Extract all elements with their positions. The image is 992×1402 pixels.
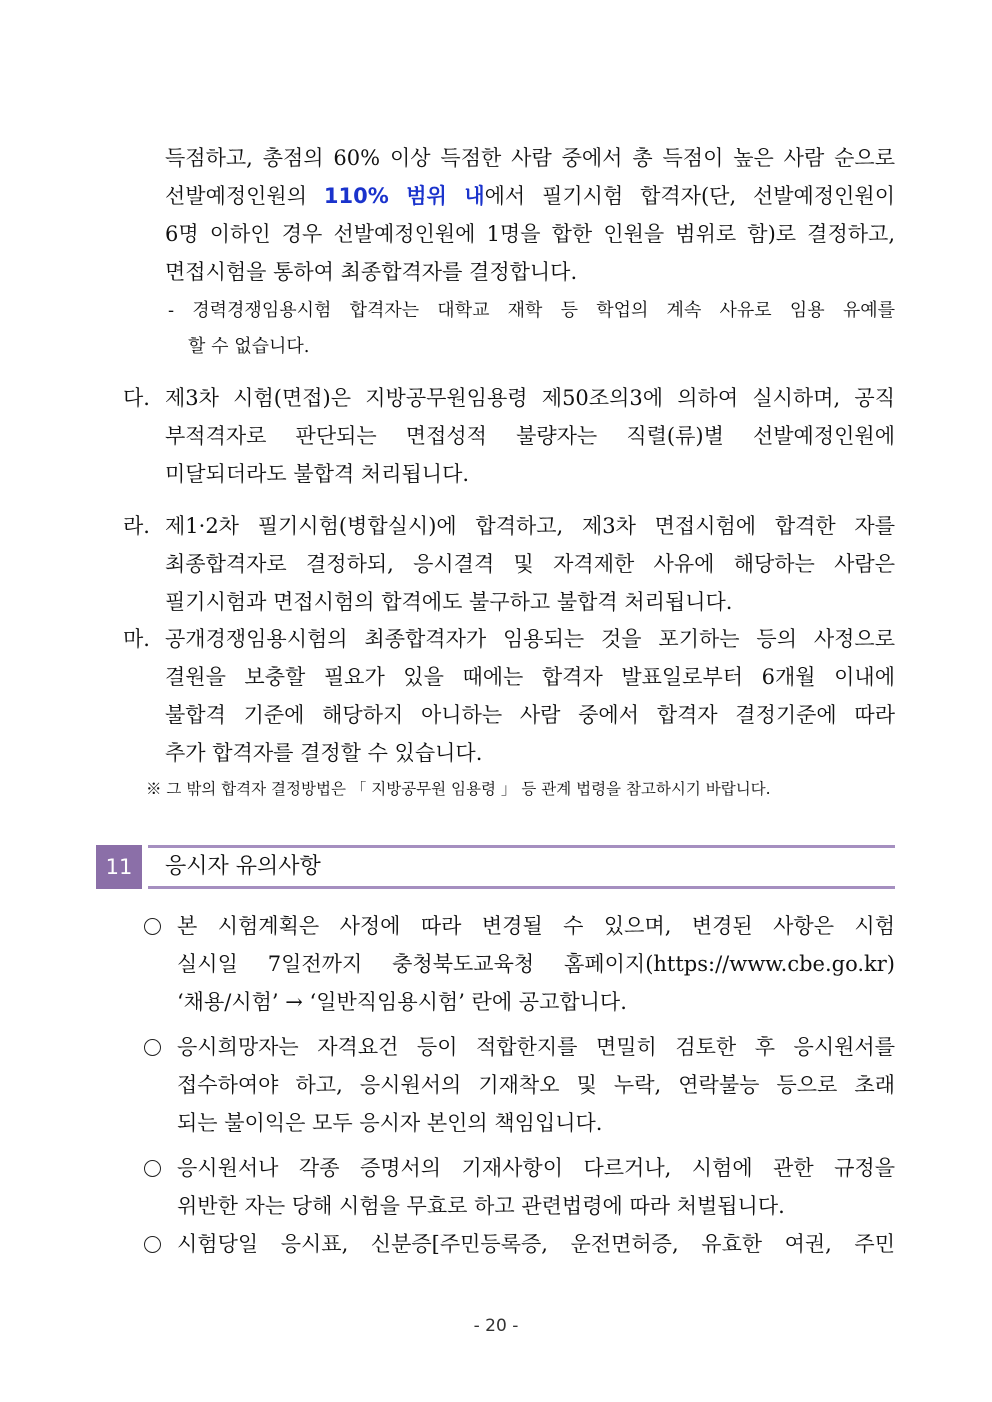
bullet-line: 위반한 자는 당해 시험을 무효로 하고 관련법령에 따라 처벌됩니다. <box>177 1194 785 1218</box>
dash-note-line-1: - 경력경쟁임용시험 합격자는 대학교 재학 등 학업의 계속 사유로 임용 유예를 <box>168 300 895 321</box>
intro-line-2-post: 에서 필기시험 합격자(단, 선발예정인원이 <box>484 184 895 208</box>
circle-bullet-icon <box>144 918 161 935</box>
bullet-line: 실시일 7일전까지 충청북도교육청 홈페이지(https://www.cbe.go.kr) <box>177 952 895 976</box>
item-line: 부적격자로 판단되는 면접성적 불량자는 직렬(류)별 선발예정인원에 <box>165 424 895 448</box>
item-line: 제3차 시험(면접)은 지방공무원임용령 제50조의3에 의하여 실시하며, 공직 <box>165 386 895 410</box>
item-marker: 마. <box>123 627 150 651</box>
item-line: 최종합격자로 결정하되, 응시결격 및 자격제한 사유에 해당하는 사람은 <box>165 552 895 576</box>
intro-line-3: 6명 이하인 경우 선발예정인원에 1명을 합한 인원을 범위로 함)로 결정하고, <box>165 222 895 246</box>
item-line: 미달되더라도 불합격 처리됩니다. <box>165 462 470 486</box>
page-number: - 20 - <box>473 1316 519 1336</box>
intro-line-2-pre: 선발예정인원의 <box>165 184 324 208</box>
item-line: 필기시험과 면접시험의 합격에도 불구하고 불합격 처리됩니다. <box>165 590 733 614</box>
dash-note-line-2: 할 수 없습니다. <box>188 336 310 357</box>
bullet-line: 되는 불이익은 모두 응시자 본인의 책임입니다. <box>177 1111 603 1135</box>
intro-line-1: 득점하고, 총점의 60% 이상 득점한 사람 중에서 총 득점이 높은 사람 순으로 <box>165 146 895 170</box>
section-rule-top <box>148 845 895 848</box>
intro-line-4: 면접시험을 통하여 최종합격자를 결정합니다. <box>165 260 578 284</box>
intro-line-2 <box>165 181 895 211</box>
item-line: 제1·2차 필기시험(병합실시)에 합격하고, 제3차 면접시험에 합격한 자를 <box>165 514 895 538</box>
highlight-range: 110% 범위 내 <box>323 184 485 208</box>
section-number-badge: 11 <box>96 845 142 889</box>
item-line: 추가 합격자를 결정할 수 있습니다. <box>165 741 483 765</box>
bullet-line: ‘채용/시험’ → ‘일반직임용시험’ 란에 공고합니다. <box>177 990 627 1014</box>
circle-bullet-icon <box>144 1160 161 1177</box>
reference-note: ※ 그 밖의 합격자 결정방법은 「 지방공무원 임용령 」 등 관계 법령을 참고하시기 바랍니다. <box>146 780 771 798</box>
bullet-line: 접수하여야 하고, 응시원서의 기재착오 및 누락, 연락불능 등으로 초래 <box>177 1073 895 1097</box>
item-line: 불합격 기준에 해당하지 아니하는 사람 중에서 합격자 결정기준에 따라 <box>165 703 895 727</box>
bullet-line: 본 시험계획은 사정에 따라 변경될 수 있으며, 변경된 사항은 시험 <box>177 914 895 938</box>
item-marker: 라. <box>123 514 150 538</box>
section-rule-bottom <box>148 886 895 889</box>
section-title: 응시자 유의사항 <box>165 854 321 879</box>
item-line: 공개경쟁임용시험의 최종합격자가 임용되는 것을 포기하는 등의 사정으로 <box>165 627 895 651</box>
bullet-line: 시험당일 응시표, 신분증[주민등록증, 운전면허증, 유효한 여권, 주민 <box>177 1232 895 1256</box>
item-line: 결원을 보충할 필요가 있을 때에는 합격자 발표일로부터 6개월 이내에 <box>165 665 895 689</box>
item-marker: 다. <box>123 386 150 410</box>
circle-bullet-icon <box>144 1236 161 1253</box>
bullet-line: 응시원서나 각종 증명서의 기재사항이 다르거나, 시험에 관한 규정을 <box>177 1156 895 1180</box>
bullet-line: 응시희망자는 자격요건 등이 적합한지를 면밀히 검토한 후 응시원서를 <box>177 1035 895 1059</box>
circle-bullet-icon <box>144 1039 161 1056</box>
